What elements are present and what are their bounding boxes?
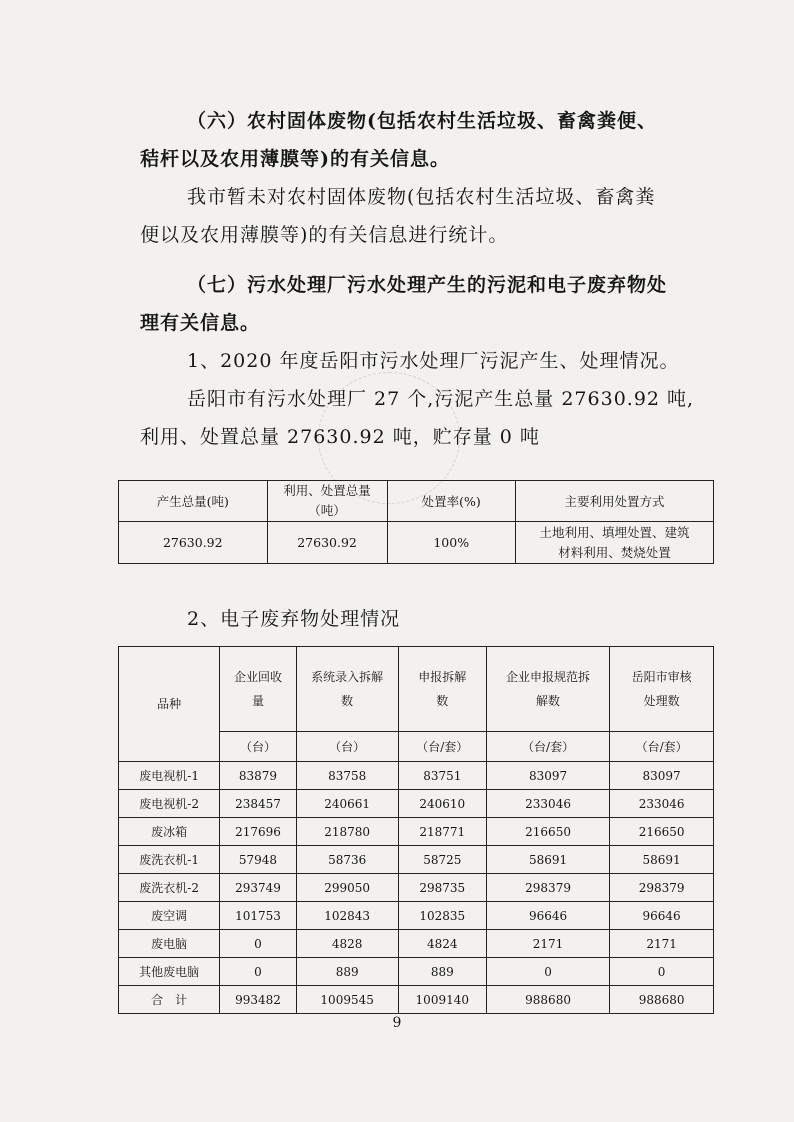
header-cell: 处置率(%): [387, 481, 515, 522]
section6-heading-line1: （六）农村固体废物(包括农村生活垃圾、畜禽粪便、: [187, 110, 657, 132]
table-cell: 27630.92: [267, 522, 387, 564]
value-cell: 4828: [296, 930, 398, 958]
value-cell: 0: [220, 930, 296, 958]
value-cell: 988680: [610, 986, 714, 1014]
table-row: [119, 986, 714, 1014]
table-row: [119, 846, 714, 874]
value-cell: 298379: [610, 874, 714, 902]
unit-cell: （台）: [296, 732, 398, 762]
value-cell: 889: [296, 958, 398, 986]
section7-heading-line2: 理有关信息。: [140, 312, 261, 334]
category-cell: 废电视机-2: [119, 790, 220, 818]
category-cell: 废电视机-1: [119, 762, 220, 790]
section7-heading-line1: （七）污水处理厂污水处理产生的污泥和电子废弃物处: [187, 274, 668, 296]
value-cell: 0: [220, 958, 296, 986]
value-cell: 988680: [486, 986, 609, 1014]
header-cell: 利用、处置总量 （吨）: [267, 481, 387, 522]
value-cell: 218771: [398, 818, 486, 846]
value-cell: 240661: [296, 790, 398, 818]
table-row: [119, 874, 714, 902]
sludge-table: [118, 480, 714, 564]
value-cell: 96646: [486, 902, 609, 930]
value-cell: 217696: [220, 818, 296, 846]
value-cell: 58691: [486, 846, 609, 874]
table-row: [119, 790, 714, 818]
section7-subheading-1: 1、2020 年度岳阳市污水处理厂污泥产生、处理情况。: [187, 350, 680, 372]
value-cell: 1009545: [296, 986, 398, 1014]
unit-cell: （台/套）: [610, 732, 714, 762]
value-cell: 1009140: [398, 986, 486, 1014]
table-cell: 27630.92: [119, 522, 268, 564]
header-cell: 申报拆解 数: [398, 647, 486, 732]
table-header-row: [119, 647, 714, 732]
value-cell: 238457: [220, 790, 296, 818]
value-cell: 96646: [610, 902, 714, 930]
value-cell: 58691: [610, 846, 714, 874]
category-cell: 废电脑: [119, 930, 220, 958]
section7-subheading-2: 2、电子废弃物处理情况: [187, 608, 401, 630]
value-cell: 216650: [486, 818, 609, 846]
value-cell: 83097: [486, 762, 609, 790]
value-cell: 298735: [398, 874, 486, 902]
value-cell: 2171: [610, 930, 714, 958]
page-number: 9: [392, 1015, 402, 1031]
value-cell: 101753: [220, 902, 296, 930]
value-cell: 218780: [296, 818, 398, 846]
value-cell: 233046: [486, 790, 609, 818]
value-cell: 102843: [296, 902, 398, 930]
unit-cell: （台/套）: [486, 732, 609, 762]
value-cell: 83751: [398, 762, 486, 790]
value-cell: 102835: [398, 902, 486, 930]
section7-body-line1: 岳阳市有污水处理厂 27 个,污泥产生总量 27630.92 吨,: [187, 388, 695, 410]
value-cell: 293749: [220, 874, 296, 902]
category-cell: 其他废电脑: [119, 958, 220, 986]
table-row: [119, 762, 714, 790]
value-cell: 83879: [220, 762, 296, 790]
value-cell: 58725: [398, 846, 486, 874]
value-cell: 0: [610, 958, 714, 986]
category-cell: 废洗衣机-1: [119, 846, 220, 874]
table-cell: 土地利用、填埋处置、建筑 材料利用、焚烧处置: [515, 522, 713, 564]
header-cell: 主要利用处置方式: [515, 481, 713, 522]
table-row: [119, 930, 714, 958]
category-cell: 废洗衣机-2: [119, 874, 220, 902]
value-cell: 298379: [486, 874, 609, 902]
value-cell: 216650: [610, 818, 714, 846]
value-cell: 83097: [610, 762, 714, 790]
table-cell: 100%: [387, 522, 515, 564]
value-cell: 57948: [220, 846, 296, 874]
section6-body-line2: 便以及农用薄膜等)的有关信息进行统计。: [140, 224, 509, 246]
value-cell: 2171: [486, 930, 609, 958]
header-cell: 品种: [119, 647, 220, 762]
value-cell: 299050: [296, 874, 398, 902]
header-cell: 企业申报规范拆 解数: [486, 647, 609, 732]
header-cell: 系统录入拆解 数: [296, 647, 398, 732]
section7-body-line2: 利用、处置总量 27630.92 吨，贮存量 0 吨: [140, 426, 540, 448]
header-cell: 岳阳市审核 处理数: [610, 647, 714, 732]
table-row: [119, 902, 714, 930]
value-cell: 233046: [610, 790, 714, 818]
value-cell: 4824: [398, 930, 486, 958]
value-cell: 58736: [296, 846, 398, 874]
header-cell: 产生总量(吨): [119, 481, 268, 522]
table-row: [119, 958, 714, 986]
value-cell: 83758: [296, 762, 398, 790]
value-cell: 240610: [398, 790, 486, 818]
ewaste-table: [118, 646, 714, 1014]
category-cell: 废空调: [119, 902, 220, 930]
header-cell: 企业回收 量: [220, 647, 296, 732]
value-cell: 0: [486, 958, 609, 986]
table-row: [119, 818, 714, 846]
value-cell: 993482: [220, 986, 296, 1014]
value-cell: 889: [398, 958, 486, 986]
category-cell: 废冰箱: [119, 818, 220, 846]
section6-heading-line2: 秸杆以及农用薄膜等)的有关信息。: [140, 148, 450, 170]
category-cell: 合 计: [119, 986, 220, 1014]
table-row: [119, 522, 714, 564]
section6-body-line1: 我市暂未对农村固体废物(包括农村生活垃圾、畜禽粪: [187, 186, 656, 208]
unit-cell: （台）: [220, 732, 296, 762]
table-row: [119, 481, 714, 522]
unit-cell: （台/套）: [398, 732, 486, 762]
